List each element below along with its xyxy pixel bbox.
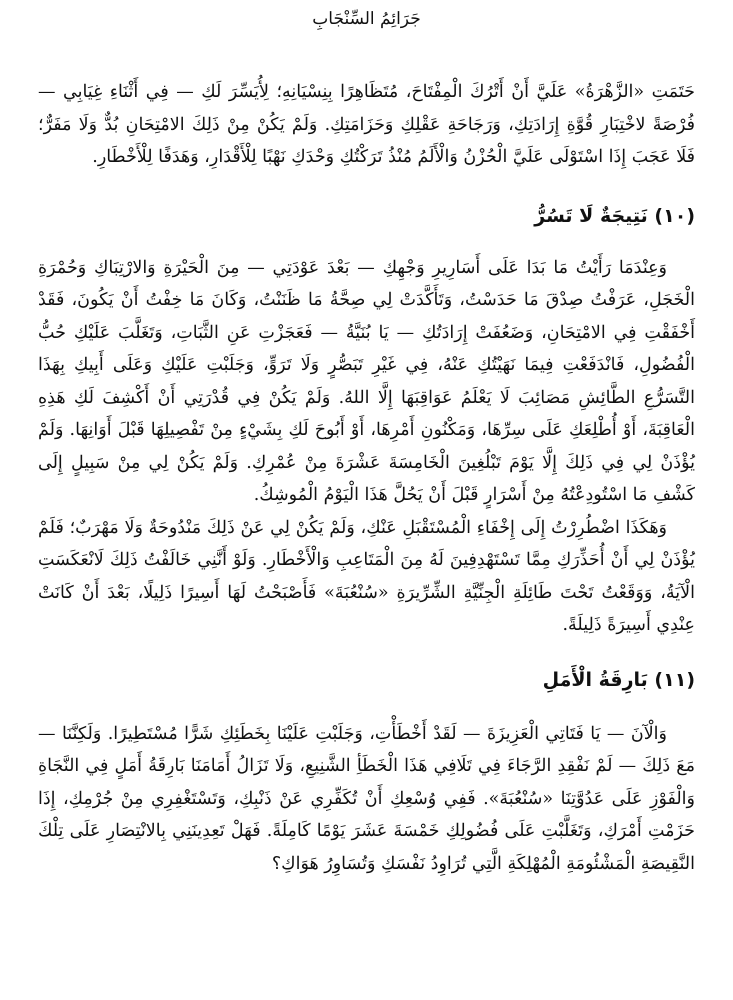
section-heading: (١١) بَارِقَةُ الْأَمَلِ — [542, 668, 695, 691]
section-heading: (١٠) نَتِيجَةٌ لَا تَسُرُّ — [534, 204, 695, 227]
paragraph: حَتَمَتِ «الزَّهْرَةُ» عَلَيَّ أَنْ أَتْرُكَ الْمِفْتَاحَ، مُتَظَاهِرًا بِنِسْيَانِهِ؛ لِأُيَسِّرَ لَكِ — فِي أَثْنَاءِ غِيَابِي — فُرْصَةً لاخْتِبَارِ قُوَّةِ إِرَادَتِكِ، وَرَجَاحَةِ عَقْلِكِ وَحَزَامَتِكِ. وَلَمْ يَكُنْ مِنْ ذَلِكَ الامْتِحَانِ بُدٌّ وَلَا مَفَرٌّ؛ فَلَا عَجَبَ إِذَا اسْتَوْلَى عَلَيَّ الْحُزْنُ وَالْأَلَمُ مُنْذُ تَرَكْتُكِ وَحْدَكِ نَهْبًا لِلْأَقْدَارِ، وَهَدَفًا لِلْأَخْطَارِ. — [38, 82, 695, 167]
paragraph: وَعِنْدَمَا رَأَيْتُ مَا بَدَا عَلَى أَسَارِيرِ وَجْهِكِ — بَعْدَ عَوْدَتِي — مِنَ الْحَيْرَةِ وَالارْتِبَاكِ وَحُمْرَةِ الْخَجَلِ، عَرَفْتُ صِدْقَ مَا حَدَسْتُ، وَتَأَكَّدَتْ لِي صِحَّةُ مَا ظَنَنْتُ، وَكَانَ مَا خِفْتُ أَنْ يَكُونَ، فَقَدْ أَخْفَقْتِ فِي الامْتِحَانِ، وَضَعُفَتْ إِرَادَتُكِ — يَا بُنَيَّةُ — فَعَجَزْتِ عَنِ الثَّبَاتِ، وَتَغَلَّبَ عَلَيْكِ حُبُّ الْفُضُولِ، فَانْدَفَعْتِ فِيمَا نَهَيْتُكِ عَنْهُ، فِي غَيْرِ تَبَصُّرٍ وَلَا تَرَوٍّ، وَجَلَبْتِ عَلَيْكِ وَعَلَى أَبِيكِ بِهَذَا التَّسَرُّعِ الطَّائِشِ مَصَائِبَ لَا يَعْلَمُ عَوَاقِبَهَا إِلَّا اللهُ. وَلَمْ يَكُنْ فِي قُدْرَتِي أَنْ أَكْشِفَ لَكِ هَذِهِ الْعَاقِبَةَ، أَوْ أُطْلِعَكِ عَلَى سِرِّهَا، وَمَكْنُونِ أَمْرِهَا، أَوْ أَبُوحَ لَكِ بِشَيْءٍ مِنْ تَفْصِيلِهَا قَبْلَ أَوَانِهَا. وَلَمْ يُؤْذَنْ لِي فِي ذَلِكَ إِلَّا يَوْمَ تَبْلُغِينَ الْخَامِسَةَ عَشْرَةَ مِنْ عُمْرِكِ. وَلَمْ يَكُنْ لِي مِنْ سَبِيلٍ إِلَى كَشْفِ مَا اسْتُودِعْتُهُ مِنْ أَسْرَارٍ قَبْلَ أَنْ يَحُلَّ هَذَا الْيَوْمُ الْمُوشِكُ. — [38, 257, 695, 505]
paragraph: وَالْآنَ — يَا فَتَاتِي الْعَزِيزَةَ — لَقَدْ أَخْطَأْتِ، وَجَلَبْتِ عَلَيْنَا بِخَطَئِكِ شَرًّا مُسْتَطِيرًا. وَلَكِنَّنَا — مَعَ ذَلِكَ — لَمْ نَفْقِدِ الرَّجَاءَ فِي تَلَافِي هَذَا الْخَطَأِ الشَّنِيعِ، وَلَا تَزَالُ أَمَامَنَا بَارِقَةُ أَمَلٍ فِي النَّجَاةِ وَالْفَوْزِ عَلَى عَدُوَّتِنَا «سُنْعُبَةَ». فَفِي وُسْعِكِ أَنْ تُكَفِّرِي عَنْ ذَنْبِكِ، وَتَسْتَغْفِرِي مِنْ جُرْمِكِ، إِذَا حَزَمْتِ أَمْرَكِ، وَتَغَلَّبْتِ عَلَى فُضُولِكِ خَمْسَةَ عَشَرَ يَوْمًا كَامِلَةً. فَهَلْ تَعِدِينَنِي بِالانْتِصَارِ عَلَى تِلْكَ النَّقِيصَةِ الْمَشْئُومَةِ الْمُهْلِكَةِ الَّتِي تُرَاوِدُ نَفْسَكِ وَتُسَاوِرُ هَوَاكِ؟ — [38, 723, 695, 874]
book-page — [38, 0, 695, 1000]
running-head: جَرَائِمُ السِّنْجَابِ — [312, 9, 421, 29]
paragraph: وَهَكَذَا اضْطُرِرْتُ إِلَى إِخْفَاءِ الْمُسْتَقْبَلِ عَنْكِ، وَلَمْ يَكُنْ لِي عَنْ ذَلِكَ مَنْدُوحَةٌ وَلَا مَهْرَبٌ؛ فَلَمْ يُؤْذَنْ لِي أَنْ أُحَذِّرَكِ مِمَّا تَسْتَهْدِفِينَ لَهُ مِنَ الْمَتَاعِبِ وَالْأَخْطَارِ. وَلَوْ أَنَّنِي خَالَفْتُ ذَلِكَ لَانْعَكَسَتِ الْآيَةُ، وَوَقَعْتُ تَحْتَ طَائِلَةِ الْجِنِّيَّةِ الشِّرِّيرَةِ «سُنْعُبَةَ» فَأَصْبَحْتُ لَهَا أَسِيرًا ذَلِيلًا، بَعْدَ أَنْ كَانَتْ عِنْدِي أَسِيرَةً ذَلِيلَةً. — [38, 517, 695, 635]
